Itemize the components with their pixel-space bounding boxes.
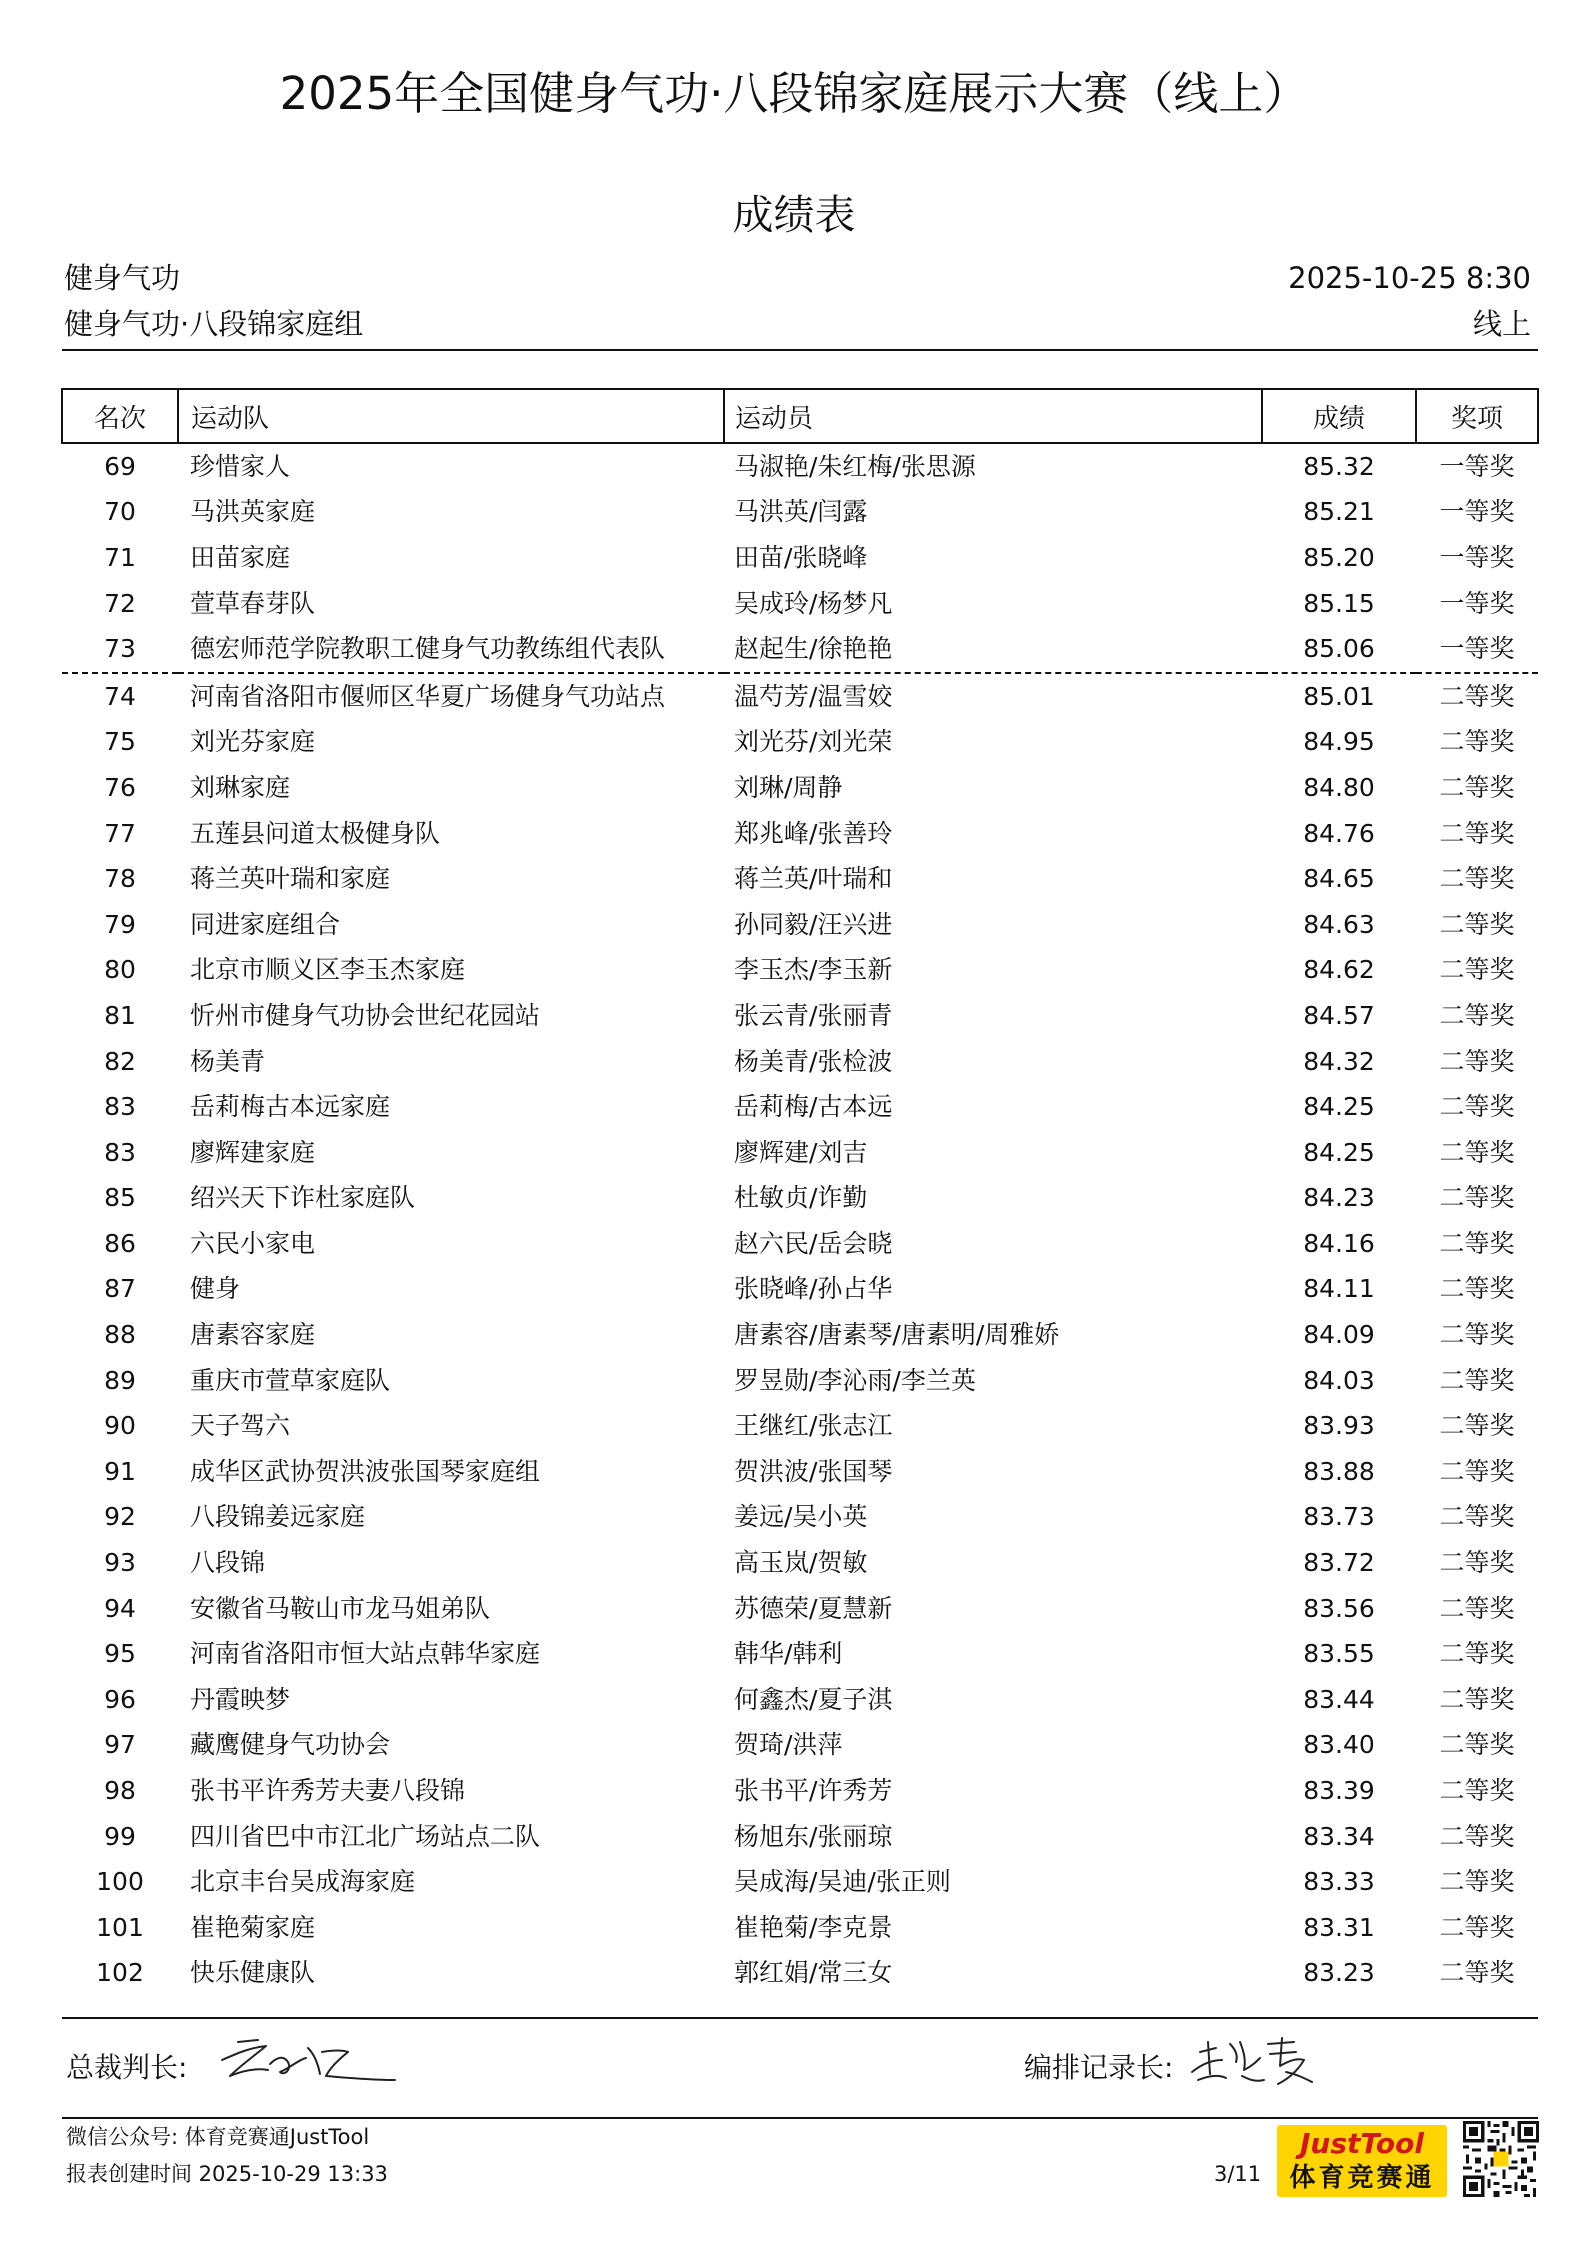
cell-team: 张书平许秀芳夫妻八段锦: [190, 1776, 466, 1806]
table-row: [62, 1631, 1538, 1677]
cell-award: 一等奖: [1439, 451, 1515, 481]
cell-team: 天子驾六: [190, 1411, 291, 1441]
cell-award: 二等奖: [1439, 1092, 1515, 1122]
cell-score: 84.23: [1303, 1183, 1375, 1213]
cell-award: 二等奖: [1439, 1593, 1515, 1623]
cell-award: 二等奖: [1439, 681, 1515, 711]
cell-team: 健身: [190, 1274, 241, 1304]
cell-score: 84.25: [1303, 1137, 1375, 1167]
table-row: [62, 1084, 1538, 1130]
table-row: [62, 720, 1538, 766]
cell-rank: 82: [104, 1046, 136, 1076]
cell-award: 二等奖: [1439, 1320, 1515, 1350]
cell-athletes: 郑兆峰/张善玲: [734, 818, 893, 848]
cell-award: 二等奖: [1439, 1912, 1515, 1942]
logo-top-text: JustTool: [1300, 2127, 1424, 2160]
event-venue: 线上: [1472, 307, 1531, 341]
logo-bottom-text: 体育竞赛通: [1289, 2163, 1435, 2193]
col-header-award: 奖项: [1416, 389, 1538, 443]
cell-team: 同进家庭组合: [190, 909, 341, 939]
cell-team: 六民小家电: [190, 1228, 316, 1258]
cell-score: 84.11: [1303, 1274, 1375, 1304]
cell-team: 五莲县问道太极健身队: [190, 818, 441, 848]
page-number: 3/11: [1214, 2162, 1262, 2186]
cell-score: 83.73: [1303, 1502, 1375, 1532]
cell-team: 四川省巴中市江北广场站点二队: [190, 1821, 541, 1851]
table-row: [62, 1905, 1538, 1951]
cell-award: 二等奖: [1439, 818, 1515, 848]
cell-award: 一等奖: [1439, 588, 1515, 618]
results-body: [62, 443, 1538, 1996]
cell-team: 崔艳菊家庭: [190, 1912, 316, 1942]
cell-rank: 102: [96, 1958, 144, 1988]
cell-rank: 86: [104, 1228, 136, 1258]
cell-athletes: 廖辉建/刘吉: [734, 1137, 868, 1167]
cell-athletes: 孙同毅/汪兴进: [734, 909, 893, 939]
cell-rank: 91: [104, 1456, 136, 1486]
cell-score: 85.20: [1303, 542, 1375, 572]
cell-team: 杨美青: [190, 1046, 266, 1076]
cell-score: 84.25: [1303, 1092, 1375, 1122]
recorder-signature: [1186, 2030, 1326, 2092]
cell-team: 河南省洛阳市偃师区华夏广场健身气功站点: [190, 681, 666, 711]
table-row: [62, 948, 1538, 994]
cell-award: 二等奖: [1439, 1639, 1515, 1669]
cell-rank: 79: [104, 909, 136, 939]
cell-athletes: 岳莉梅/古本远: [734, 1092, 893, 1122]
table-row: [62, 902, 1538, 948]
table-row: [62, 490, 1538, 536]
cell-athletes: 郭红娟/常三女: [734, 1958, 893, 1988]
cell-rank: 89: [104, 1365, 136, 1395]
cell-award: 二等奖: [1439, 727, 1515, 757]
cell-award: 一等奖: [1416, 626, 1538, 673]
cell-score: 83.34: [1303, 1821, 1375, 1851]
cell-athletes: 杨美青/张检波: [734, 1046, 893, 1076]
table-row: [62, 1814, 1538, 1860]
cell-rank: 93: [104, 1548, 136, 1578]
cell-team: 北京丰台吴成海家庭: [190, 1867, 416, 1897]
cell-rank: 88: [104, 1320, 136, 1350]
cell-score: 84.76: [1303, 818, 1375, 848]
cell-athletes: 何鑫杰/夏子淇: [734, 1684, 893, 1714]
qr-code-icon: [1463, 2121, 1539, 2197]
cell-rank: 92: [104, 1502, 136, 1532]
cell-score: 85.01: [1303, 681, 1375, 711]
cell-award: 二等奖: [1439, 1684, 1515, 1714]
cell-score: 84.95: [1303, 727, 1375, 757]
cell-athletes: 崔艳菊/李克景: [734, 1912, 893, 1942]
table-row: [62, 765, 1538, 811]
cell-athletes: 张晓峰/孙占华: [734, 1274, 893, 1304]
cell-score: 85.32: [1303, 451, 1375, 481]
cell-score: 83.23: [1303, 1958, 1375, 1988]
table-row: [62, 1221, 1538, 1267]
cell-rank: 99: [104, 1821, 136, 1851]
header-divider: [62, 349, 1538, 351]
cell-rank: 73: [62, 626, 178, 673]
cell-team: 重庆市萱草家庭队: [190, 1365, 391, 1395]
cell-award: 二等奖: [1439, 1228, 1515, 1258]
cell-score: 84.57: [1303, 1000, 1375, 1030]
cell-rank: 100: [96, 1867, 144, 1897]
cell-award: 二等奖: [1439, 1137, 1515, 1167]
table-row: [62, 1951, 1538, 1997]
results-table: [61, 388, 1539, 1996]
cell-score: 83.31: [1303, 1912, 1375, 1942]
cell-team: 北京市顺义区李玉杰家庭: [190, 955, 466, 985]
table-row: [62, 1586, 1538, 1632]
cell-award: 二等奖: [1439, 909, 1515, 939]
wechat-account: 微信公众号: 体育竞赛通JustTool: [66, 2125, 370, 2149]
cell-rank: 87: [104, 1274, 136, 1304]
col-header-team: 运动队: [178, 389, 724, 443]
cell-athletes: 杨旭东/张丽琼: [734, 1821, 893, 1851]
cell-rank: 94: [104, 1593, 136, 1623]
cell-athletes: 贺洪波/张国琴: [734, 1456, 893, 1486]
cell-rank: 69: [104, 451, 136, 481]
cell-award: 二等奖: [1439, 1274, 1515, 1304]
cell-rank: 83: [104, 1092, 136, 1122]
table-row: [62, 856, 1538, 902]
event-name: 健身气功: [64, 261, 181, 295]
cell-athletes: 蒋兰英/叶瑞和: [734, 864, 893, 894]
cell-rank: 78: [104, 864, 136, 894]
cell-athletes: 吴成海/吴迪/张正则: [734, 1867, 951, 1897]
cell-rank: 80: [104, 955, 136, 985]
cell-award: 二等奖: [1439, 1411, 1515, 1441]
cell-score: 83.72: [1303, 1548, 1375, 1578]
table-header-row: [62, 389, 1538, 443]
chief-referee-signature: [210, 2030, 400, 2090]
cell-score: 84.09: [1303, 1320, 1375, 1350]
cell-award: 二等奖: [1439, 1958, 1515, 1988]
table-row: [62, 1495, 1538, 1541]
report-created-time: 报表创建时间 2025-10-29 13:33: [66, 2162, 388, 2186]
cell-score: 85.21: [1303, 497, 1375, 527]
cell-award: 二等奖: [1439, 1365, 1515, 1395]
cell-score: 83.40: [1303, 1730, 1375, 1760]
cell-athletes: 李玉杰/李玉新: [734, 955, 893, 985]
cell-award: 二等奖: [1439, 955, 1515, 985]
cell-athletes: 罗昱勋/李沁雨/李兰英: [734, 1365, 976, 1395]
cell-athletes: 苏德荣/夏慧新: [734, 1593, 893, 1623]
cell-rank: 97: [104, 1730, 136, 1760]
chief-referee-label: 总裁判长:: [66, 2051, 188, 2084]
cell-team: 安徽省马鞍山市龙马姐弟队: [190, 1593, 491, 1623]
cell-athletes: 张书平/许秀芳: [734, 1776, 893, 1806]
cell-athletes: 吴成玲/杨梦凡: [734, 588, 893, 618]
cell-rank: 76: [104, 772, 136, 802]
cell-athletes: 姜远/吴小英: [734, 1502, 868, 1532]
cell-award: 一等奖: [1439, 497, 1515, 527]
cell-score: 84.65: [1303, 864, 1375, 894]
cell-rank: 96: [104, 1684, 136, 1714]
page-subtitle: 成绩表: [732, 191, 856, 239]
cell-team: 萱草春芽队: [190, 588, 316, 618]
cell-rank: 72: [104, 588, 136, 618]
cell-team: 成华区武协贺洪波张国琴家庭组: [190, 1456, 541, 1486]
cell-athletes: 马洪英/闫露: [734, 497, 868, 527]
cell-rank: 74: [104, 681, 136, 711]
cell-rank: 77: [104, 818, 136, 848]
justtool-logo: [1277, 2125, 1447, 2197]
cell-team: 绍兴天下诈杜家庭队: [190, 1183, 416, 1213]
cell-award: 二等奖: [1439, 1730, 1515, 1760]
cell-award: 二等奖: [1439, 1867, 1515, 1897]
cell-award: 二等奖: [1439, 1548, 1515, 1578]
cell-rank: 81: [104, 1000, 136, 1030]
table-row: [62, 1677, 1538, 1723]
cell-team: 丹霞映梦: [190, 1684, 291, 1714]
col-header-rank: 名次: [62, 389, 178, 443]
cell-team: 八段锦: [190, 1548, 266, 1578]
cell-score: 83.93: [1303, 1411, 1375, 1441]
cell-rank: 71: [104, 542, 136, 572]
cell-score: 83.44: [1303, 1684, 1375, 1714]
footer-divider: [62, 2117, 1538, 2119]
cell-award: 一等奖: [1439, 542, 1515, 572]
cell-athletes: 唐素容/唐素琴/唐素明/周雅娇: [734, 1320, 1060, 1350]
table-row: [62, 581, 1538, 627]
cell-team: 河南省洛阳市恒大站点韩华家庭: [190, 1639, 541, 1669]
table-row: [62, 1859, 1538, 1905]
cell-athletes: 张云青/张丽青: [734, 1000, 893, 1030]
cell-team: 珍惜家人: [190, 451, 291, 481]
cell-athletes: 刘琳/周静: [734, 772, 843, 802]
cell-score: 84.16: [1303, 1228, 1375, 1258]
table-row: [62, 1130, 1538, 1176]
group-name: 健身气功·八段锦家庭组: [64, 307, 364, 341]
cell-rank: 83: [104, 1137, 136, 1167]
cell-team: 八段锦姜远家庭: [190, 1502, 366, 1532]
cell-athletes: 贺琦/洪萍: [734, 1730, 843, 1760]
cell-award: 二等奖: [1439, 1502, 1515, 1532]
cell-rank: 90: [104, 1411, 136, 1441]
cell-athletes: 王继红/张志江: [734, 1411, 893, 1441]
cell-award: 二等奖: [1439, 1456, 1515, 1486]
table-row: [62, 1540, 1538, 1586]
cell-award: 二等奖: [1439, 864, 1515, 894]
cell-team: 刘琳家庭: [190, 772, 291, 802]
cell-team: 廖辉建家庭: [190, 1137, 316, 1167]
cell-score: 83.33: [1303, 1867, 1375, 1897]
cell-rank: 85: [104, 1183, 136, 1213]
cell-rank: 95: [104, 1639, 136, 1669]
table-row: [62, 1403, 1538, 1449]
cell-team: 刘光芬家庭: [190, 727, 316, 757]
cell-rank: 101: [96, 1912, 144, 1942]
cell-athletes: 田苗/张晓峰: [734, 542, 868, 572]
table-row: [62, 1039, 1538, 1085]
table-row: [62, 811, 1538, 857]
table-row: [62, 1176, 1538, 1222]
cell-athletes: 赵六民/岳会晓: [734, 1228, 893, 1258]
cell-team: 马洪英家庭: [190, 497, 316, 527]
table-row: [62, 1312, 1538, 1358]
cell-team: 田苗家庭: [190, 542, 291, 572]
cell-team: 忻州市健身气功协会世纪花园站: [190, 1000, 541, 1030]
cell-team: 藏鹰健身气功协会: [190, 1730, 391, 1760]
cell-team: 唐素容家庭: [190, 1320, 316, 1350]
cell-score: 84.63: [1303, 909, 1375, 939]
table-row: [62, 1768, 1538, 1814]
col-header-athletes: 运动员: [724, 389, 1262, 443]
cell-rank: 98: [104, 1776, 136, 1806]
table-end-divider: [62, 2017, 1538, 2019]
table-row: [62, 993, 1538, 1039]
cell-athletes: 赵起生/徐艳艳: [724, 626, 1262, 673]
cell-score: 84.03: [1303, 1365, 1375, 1395]
cell-rank: 70: [104, 497, 136, 527]
cell-score: 84.80: [1303, 772, 1375, 802]
cell-award: 二等奖: [1439, 772, 1515, 802]
cell-award: 二等奖: [1439, 1000, 1515, 1030]
table-row: [62, 673, 1538, 720]
cell-athletes: 马淑艳/朱红梅/张思源: [734, 451, 976, 481]
table-row: [62, 1358, 1538, 1404]
event-datetime: 2025-10-25 8:30: [1288, 261, 1531, 295]
cell-athletes: 刘光芬/刘光荣: [734, 727, 893, 757]
table-row: [62, 626, 1538, 673]
cell-score: 84.62: [1303, 955, 1375, 985]
cell-athletes: 杜敏贞/诈勤: [734, 1183, 868, 1213]
table-row: [62, 535, 1538, 581]
cell-score: 83.39: [1303, 1776, 1375, 1806]
cell-award: 二等奖: [1439, 1046, 1515, 1076]
cell-team: 岳莉梅古本远家庭: [190, 1092, 391, 1122]
table-row: [62, 1267, 1538, 1313]
cell-score: 83.88: [1303, 1456, 1375, 1486]
cell-rank: 75: [104, 727, 136, 757]
cell-athletes: 高玉岚/贺敏: [734, 1548, 868, 1578]
cell-score: 83.56: [1303, 1593, 1375, 1623]
cell-athletes: 温芍芳/温雪姣: [734, 681, 893, 711]
cell-team: 德宏师范学院教职工健身气功教练组代表队: [178, 626, 724, 673]
cell-award: 二等奖: [1439, 1776, 1515, 1806]
page-title: 2025年全国健身气功·八段锦家庭展示大赛（线上）: [279, 67, 1309, 120]
cell-athletes: 韩华/韩利: [734, 1639, 843, 1669]
cell-award: 二等奖: [1439, 1183, 1515, 1213]
cell-score: 85.06: [1262, 626, 1416, 673]
recorder-label: 编排记录长:: [1024, 2051, 1174, 2084]
col-header-score: 成绩: [1262, 389, 1416, 443]
cell-team: 快乐健康队: [190, 1958, 316, 1988]
cell-score: 85.15: [1303, 588, 1375, 618]
table-row: [62, 443, 1538, 490]
table-row: [62, 1449, 1538, 1495]
table-row: [62, 1723, 1538, 1769]
cell-team: 蒋兰英叶瑞和家庭: [190, 864, 391, 894]
cell-score: 84.32: [1303, 1046, 1375, 1076]
cell-award: 二等奖: [1439, 1821, 1515, 1851]
cell-score: 83.55: [1303, 1639, 1375, 1669]
